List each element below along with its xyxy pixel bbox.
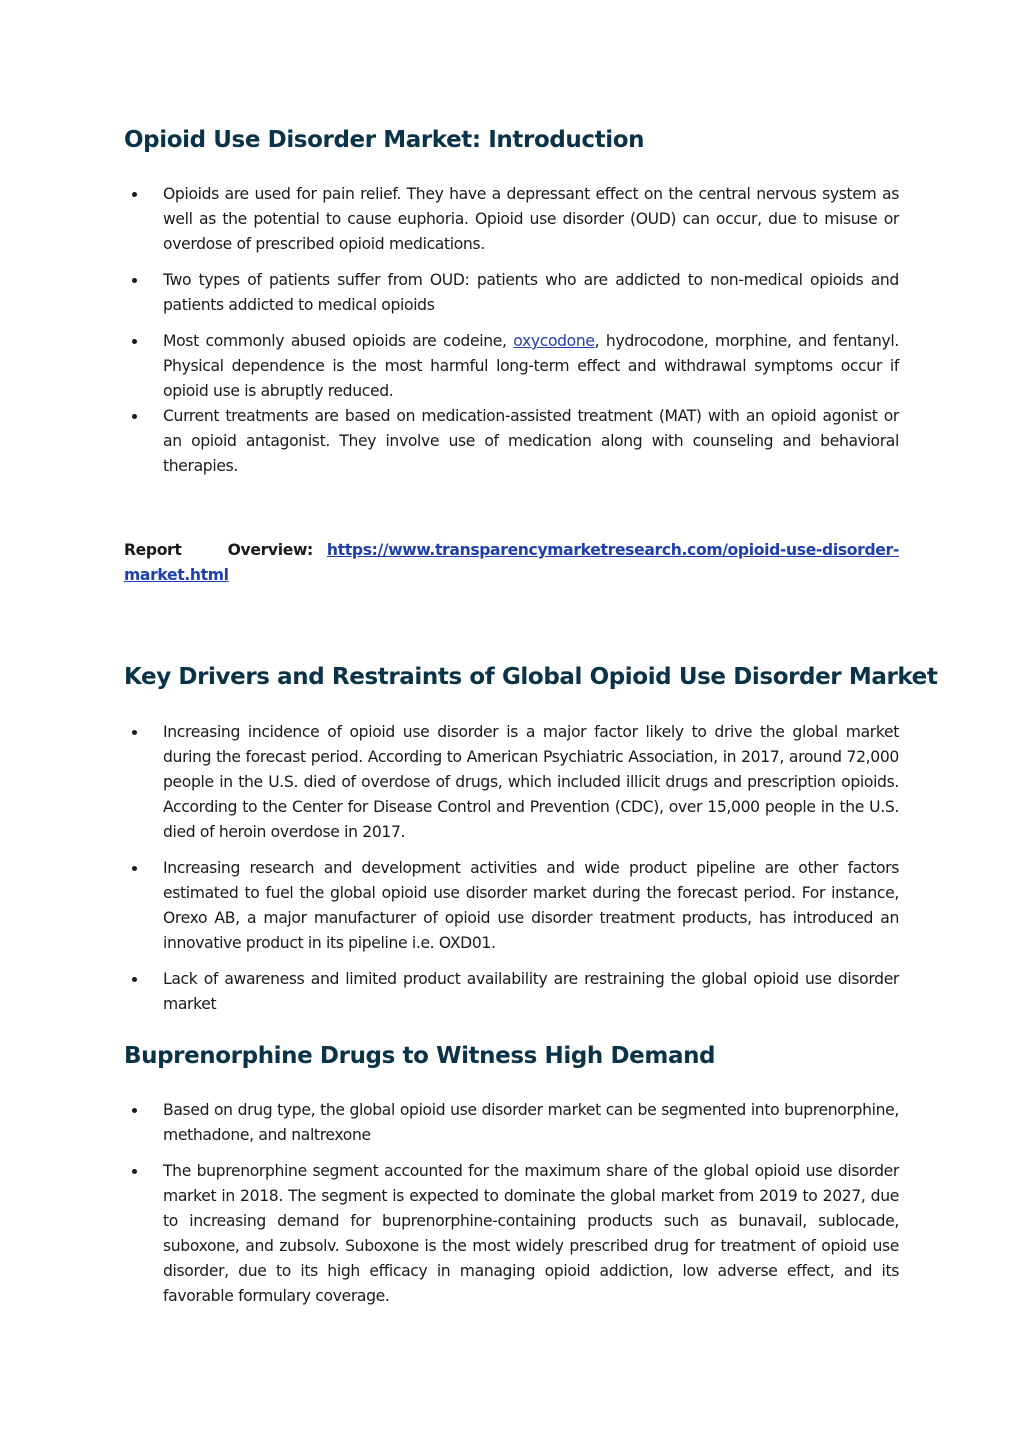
list-item: Increasing incidence of opioid use disorder is a major factor likely to drive the global market during the forecast period. According to American Psychiatric Association, in 2017, around 72,000 people in the U.S. died of overdose of drugs, which included illicit drugs and prescription opioids. According to the Center for Disease Control and Prevention (CDC), over 15,000 people in the U.S. died of heroin overdose in 2017. (124, 720, 899, 845)
introduction-bullet-list (124, 182, 899, 479)
report-overview (124, 538, 899, 588)
section-title-introduction: Opioid Use Disorder Market: Introduction (124, 127, 645, 153)
section-title-drivers-restraints: Key Drivers and Restraints of Global Opioid Use Disorder Market (124, 664, 938, 690)
buprenorphine-bullet-list (124, 1098, 899, 1309)
oxycodone-link[interactable]: oxycodone (513, 332, 595, 350)
bullet-text: , hydrocodone, morphine, and fentanyl. Physical dependence is the most harmful long-term effect and withdrawal symptoms occur if opioid use is abruptly reduced. (163, 332, 899, 400)
list-item: The buprenorphine segment accounted for the maximum share of the global opioid use disorder market in 2018. The segment is expected to dominate the global market from 2019 to 2027, due to increasing demand for buprenorphine-containing products such as bunavail, sublocade, suboxone, and zubsolv. Suboxone is the most widely prescribed drug for treatment of opioid use disorder, due to its high efficacy in managing opioid addiction, low adverse effect, and its favorable formulary coverage. (124, 1159, 899, 1309)
section-title-buprenorphine: Buprenorphine Drugs to Witness High Demand (124, 1043, 716, 1069)
list-item (124, 329, 899, 404)
list-item: Current treatments are based on medication-assisted treatment (MAT) with an opioid agonist or an opioid antagonist. They involve use of medication along with counseling and behavioral therapies. (124, 404, 899, 479)
bullet-text: Most commonly abused opioids are codeine, (163, 332, 514, 350)
list-item: Opioids are used for pain relief. They have a depressant effect on the central nervous system as well as the potential to cause euphoria. Opioid use disorder (OUD) can occur, due to misuse or overdose of prescribed opioid medications. (124, 182, 899, 257)
report-overview-label: Report Overview: (124, 541, 313, 559)
list-item: Two types of patients suffer from OUD: patients who are addicted to non-medical opioids and patients addicted to medical opioids (124, 268, 899, 318)
list-item: Lack of awareness and limited product availability are restraining the global opioid use disorder market (124, 967, 899, 1017)
report-overview-link[interactable]: https://www.transparencymarketresearch.com/opioid-use-disorder-market.html (124, 541, 899, 584)
drivers-bullet-list (124, 720, 899, 1017)
list-item: Increasing research and development activities and wide product pipeline are other factors estimated to fuel the global opioid use disorder market during the forecast period. For instance, Orexo AB, a major manufacturer of opioid use disorder treatment products, has introduced an innovative product in its pipeline i.e. OXD01. (124, 856, 899, 956)
list-item: Based on drug type, the global opioid use disorder market can be segmented into buprenorphine, methadone, and naltrexone (124, 1098, 899, 1148)
